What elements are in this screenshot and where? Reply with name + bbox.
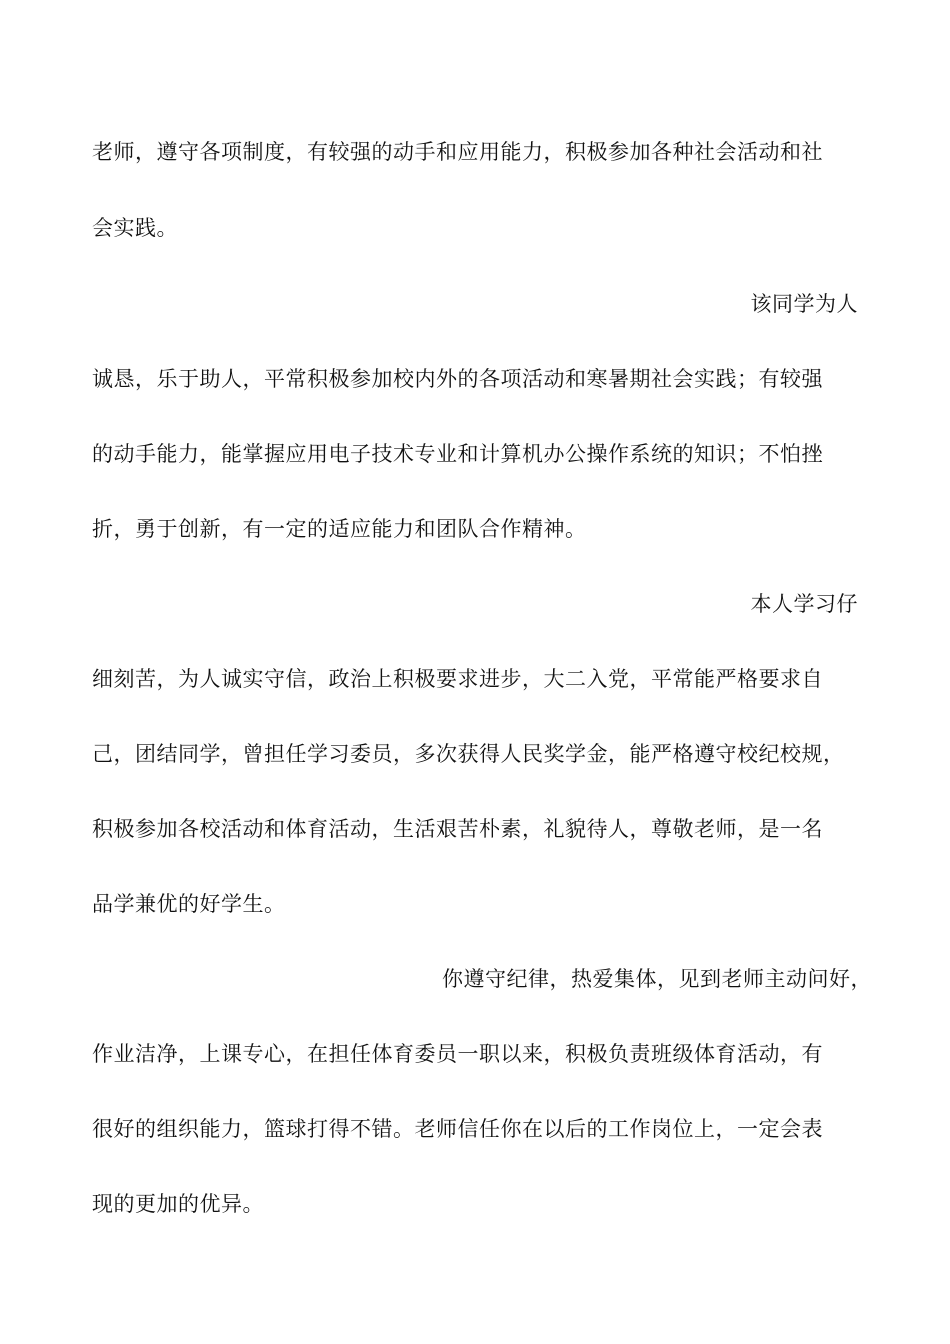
- text-line-15: 现的更加的优异。: [92, 1192, 264, 1216]
- text-line-6: 折，勇于创新，有一定的适应能力和团队合作精神。: [92, 517, 587, 541]
- text-line-11: 品学兼优的好学生。: [92, 892, 286, 916]
- text-line-1: 老师，遵守各项制度，有较强的动手和应用能力，积极参加各种社会活动和社: [92, 140, 823, 164]
- text-line-3: 该同学为人: [750, 292, 858, 316]
- text-line-5: 的动手能力，能掌握应用电子技术专业和计算机办公操作系统的知识；不怕挫: [92, 442, 823, 466]
- text-line-14: 很好的组织能力，篮球打得不错。老师信任你在以后的工作岗位上，一定会表: [92, 1117, 823, 1141]
- text-line-9: 己，团结同学，曾担任学习委员，多次获得人民奖学金，能严格遵守校纪校规，: [92, 742, 845, 766]
- text-line-10: 积极参加各校活动和体育活动，生活艰苦朴素，礼貌待人，尊敬老师，是一名: [92, 817, 823, 841]
- text-line-12: 你遵守纪律，热爱集体，见到老师主动问好，: [442, 967, 872, 991]
- text-line-7: 本人学习仔: [750, 592, 858, 616]
- text-line-8: 细刻苦，为人诚实守信，政治上积极要求进步，大二入党，平常能严格要求自: [92, 667, 823, 691]
- text-line-13: 作业洁净，上课专心，在担任体育委员一职以来，积极负责班级体育活动，有: [92, 1042, 823, 1066]
- text-line-2: 会实践。: [92, 216, 178, 240]
- text-line-4: 诚恳，乐于助人，平常积极参加校内外的各项活动和寒暑期社会实践；有较强: [92, 367, 823, 391]
